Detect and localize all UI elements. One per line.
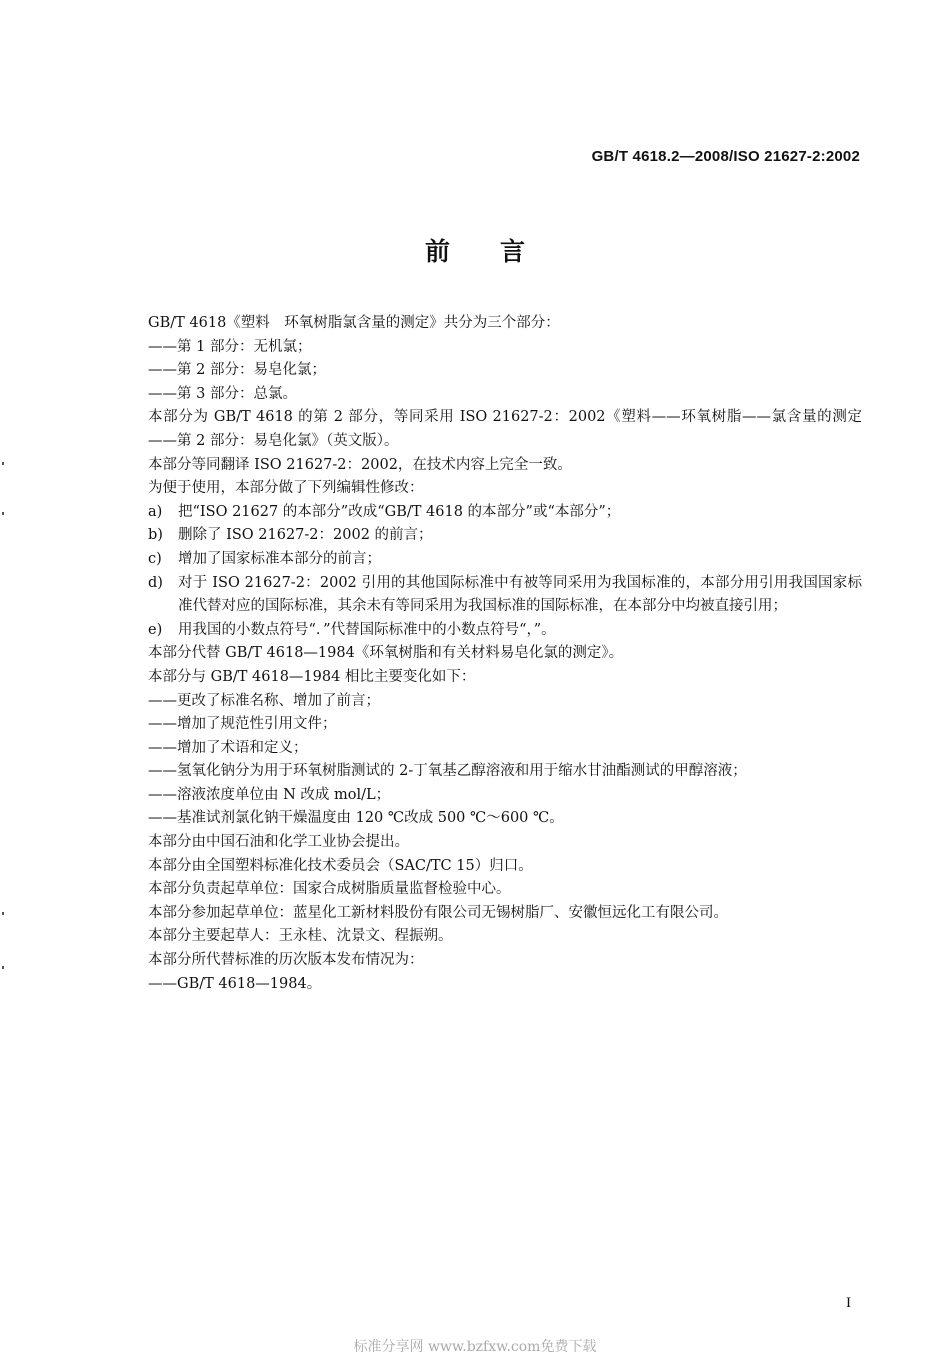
list-item-history: ——GB/T 4618—1984。 <box>148 975 322 992</box>
paragraph-participating-units: 本部分参加起草单位：蓝星化工新材料股份有限公司无锡树脂厂、安徽恒远化工有限公司。 <box>148 904 728 921</box>
paragraph-proposer: 本部分由中国石油和化学工业协会提出。 <box>148 834 409 851</box>
page-title: 前言 <box>424 237 575 266</box>
list-text: 把“ISO 21627 的本部分”改成“GB/T 4618 的本部分”或“本部分”； <box>178 503 621 520</box>
paragraph-replaces: 本部分代替 GB/T 4618—1984《环氧树脂和有关材料易皂化氯的测定》。 <box>148 645 624 662</box>
list-marker: d) <box>148 574 163 591</box>
list-marker: a) <box>148 503 163 520</box>
list-item <box>118 524 862 548</box>
list-item-change: ——增加了规范性引用文件； <box>148 716 337 733</box>
paragraph-changes-intro: 本部分与 GB/T 4618—1984 相比主要变化如下： <box>148 668 476 685</box>
list-item-change: ——更改了标准名称、增加了前言； <box>148 692 380 709</box>
list-item-change: ——氢氧化钠分为用于环氧树脂测试的 2-丁氧基乙醇溶液和用于缩水甘油酯测试的甲醇溶液； <box>148 763 747 780</box>
list-item-part-1: ——第 1 部分：无机氯； <box>148 338 312 355</box>
list-item-change: ——基准试剂氯化钠干燥温度由 120 ℃改成 500 ℃～600 ℃。 <box>148 810 564 827</box>
list-item-part-3: ——第 3 部分：总氯。 <box>148 385 297 402</box>
paragraph-modifications-intro: 为便于使用，本部分做了下列编辑性修改： <box>148 480 424 497</box>
watermark-footer: 标准分享网 www.bzfxw.com免费下载 <box>353 1339 597 1355</box>
list-item <box>118 572 862 619</box>
list-text: 对于 ISO 21627-2：2002 引用的其他国际标准中有被等同采用为我国标准的，本部分用引用我国国家标准代替对应的国际标准，其余未有等同采用为我国标准的国际标准，在本部分中均被直接引用； <box>178 574 862 615</box>
paragraph-history-intro: 本部分所代替标准的历次版本发布情况为： <box>148 952 424 969</box>
list-text: 增加了国家标准本部分的前言； <box>178 550 381 567</box>
paragraph-drafters: 本部分主要起草人：王永桂、沈景文、程振朔。 <box>148 928 453 945</box>
paragraph-committee: 本部分由全国塑料标准化技术委员会（SAC/TC 15）归口。 <box>148 857 533 874</box>
page-number: I <box>846 1295 851 1311</box>
list-item-change: ——增加了术语和定义； <box>148 739 308 756</box>
list-item-change: ——溶液浓度单位由 N 改成 mol/L； <box>148 786 391 803</box>
list-item <box>118 501 862 525</box>
paragraph-parts-intro: GB/T 4618《塑料 环氧树脂氯含量的测定》共分为三个部分： <box>148 315 560 331</box>
list-text: 删除了 ISO 21627-2：2002 的前言； <box>178 527 433 544</box>
scan-mark <box>2 912 4 915</box>
list-marker: b) <box>148 527 163 544</box>
list-item <box>118 548 862 572</box>
list-item-part-2: ——第 2 部分：易皂化氯； <box>148 362 326 379</box>
list-item <box>118 619 862 643</box>
list-text: 用我国的小数点符号“．”代替国际标准中的小数点符号“，”。 <box>178 621 556 638</box>
paragraph-adoption: 本部分为 GB/T 4618 的第 2 部分，等同采用 ISO 21627-2：2002《塑料——环氧树脂——氯含量的测定——第 2 部分：易皂化氯》（英文版）。 <box>148 409 862 449</box>
scan-mark <box>2 462 4 465</box>
list-marker: e) <box>148 621 163 638</box>
scan-mark <box>2 966 4 969</box>
foreword-body <box>118 312 862 996</box>
paragraph-drafting-unit: 本部分负责起草单位：国家合成树脂质量监督检验中心。 <box>148 881 511 898</box>
standard-code: GB/T 4618.2—2008/ISO 21627-2:2002 <box>591 148 860 165</box>
scan-mark <box>2 512 4 515</box>
paragraph-translation: 本部分等同翻译 ISO 21627-2：2002，在技术内容上完全一致。 <box>148 456 572 473</box>
list-marker: c) <box>148 550 162 567</box>
